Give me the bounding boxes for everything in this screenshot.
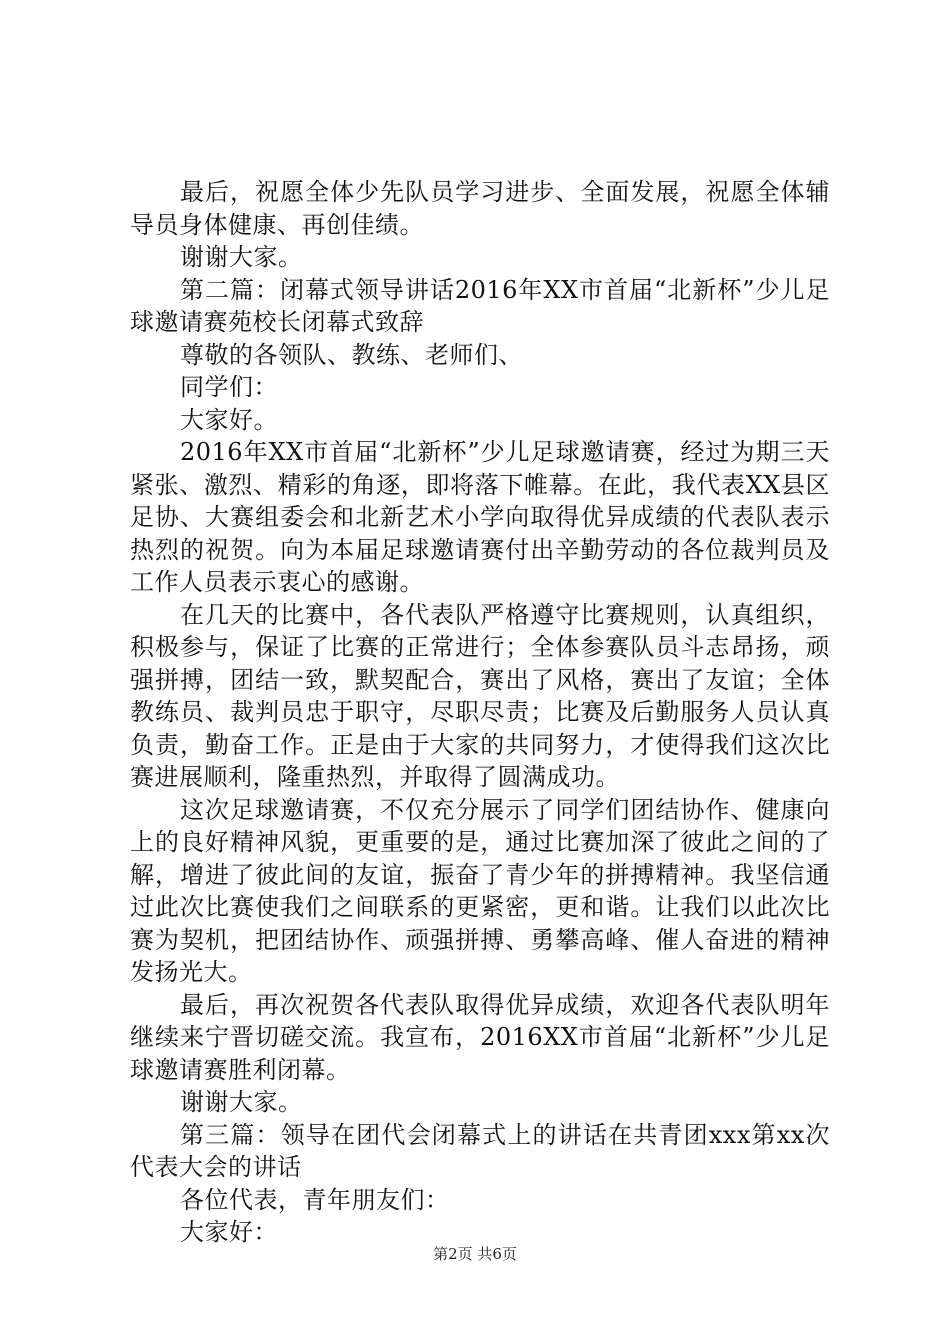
section-heading: 第二篇：闭幕式领导讲话2016年XX市首届“北新杯”少儿足球邀请赛苑校长闭幕式致辞: [130, 275, 830, 336]
paragraph: 谢谢大家。: [180, 1088, 303, 1116]
greeting: 大家好。: [180, 405, 278, 434]
page-number-footer: 第2页 共6页: [433, 1245, 517, 1263]
salutation: 同学们：: [180, 373, 278, 401]
paragraph: 最后，祝愿全体少先队员学习进步、全面发展，祝愿全体辅导员身体健康、再创佳绩。: [130, 178, 830, 239]
paragraph: 谢谢大家。: [180, 243, 303, 271]
paragraph: 2016年XX市首届“北新杯”少儿足球邀请赛，经过为期三天紧张、激烈、精彩的角逐，即将落下帷幕。在此，我代表XX县区足协、大赛组委会和北新艺术小学向取得优异成绩的代表队表示热烈的祝贺。向为本届足球邀请赛付出辛勤劳动的各位裁判员及工作人员表示衷心的感谢。: [130, 438, 830, 596]
document-body: [130, 176, 830, 1249]
paragraph: 最后，再次祝贺各代表队取得优异成绩，欢迎各代表队明年继续来宁晋切磋交流。我宣布，2016XX市首届“北新杯”少儿足球邀请赛胜利闭幕。: [130, 990, 830, 1084]
section-heading: 第三篇：领导在团代会闭幕式上的讲话在共青团xxx第xx次代表大会的讲话: [130, 1120, 830, 1181]
greeting: 大家好：: [180, 1218, 278, 1246]
paragraph: 这次足球邀请赛，不仅充分展示了同学们团结协作、健康向上的良好精神风貌，更重要的是，通过比赛加深了彼此之间的了解，增进了彼此间的友谊，振奋了青少年的拼搏精神。我坚信通过此次比赛使我们之间联系的更紧密，更和谐。让我们以此次比赛为契机，把团结协作、顽强拼搏、勇攀高峰、催人奋进的精神发扬光大。: [130, 795, 830, 986]
salutation: 各位代表，青年朋友们：: [180, 1185, 450, 1214]
paragraph: 在几天的比赛中，各代表队严格遵守比赛规则，认真组织，积极参与，保证了比赛的正常进行；全体参赛队员斗志昂扬，顽强拼搏，团结一致，默契配合，赛出了风格，赛出了友谊；全体教练员、裁判员忠于职守，尽职尽责；比赛及后勤服务人员认真负责，勤奋工作。正是由于大家的共同努力，才使得我们这次比赛进展顺利，隆重热烈，并取得了圆满成功。: [130, 600, 830, 791]
salutation: 尊敬的各领队、教练、老师们、: [180, 340, 523, 369]
